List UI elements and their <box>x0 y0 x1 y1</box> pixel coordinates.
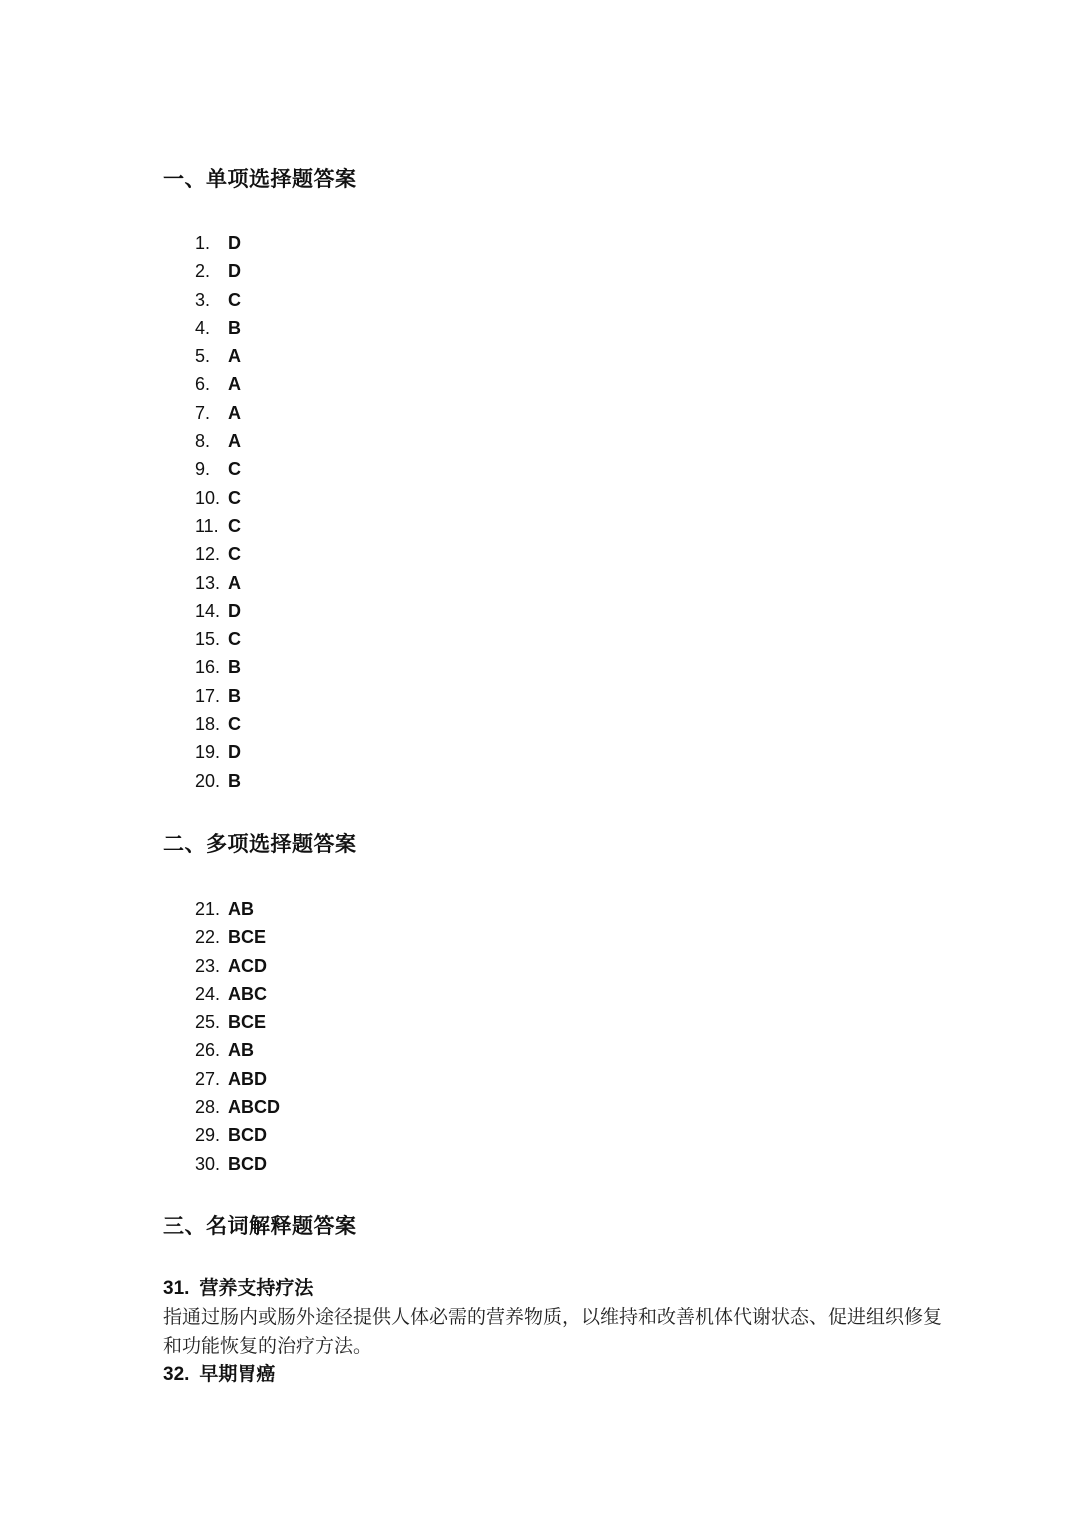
multiple-choice-answer-list <box>195 895 280 1178</box>
question-number: 18. <box>195 714 221 735</box>
answer-item <box>195 314 241 342</box>
answer-item <box>195 399 241 427</box>
answer-item <box>195 455 241 483</box>
answer-item <box>195 1121 280 1149</box>
question-number: 15. <box>195 629 221 650</box>
answer-letters: AB <box>228 899 254 919</box>
answer-item <box>195 653 241 681</box>
answer-item <box>195 1008 280 1036</box>
answer-letters: BCD <box>228 1153 267 1174</box>
term-title <box>163 1360 943 1389</box>
answer-letters: A <box>228 374 241 395</box>
answer-letters: D <box>228 261 241 282</box>
single-choice-answer-list <box>195 229 241 795</box>
answer-letters: ACD <box>228 955 267 976</box>
term-title <box>163 1274 943 1303</box>
answer-item <box>195 484 241 512</box>
question-number: 11. <box>195 515 219 536</box>
answer-letters: A <box>228 346 241 367</box>
answer-item <box>195 1036 280 1064</box>
answer-letters: C <box>228 289 241 310</box>
answer-item <box>195 512 241 540</box>
answer-item <box>195 1150 280 1178</box>
term-explanation-answers <box>163 1274 943 1389</box>
term-name: 营养支持疗法 <box>199 1277 314 1299</box>
question-number: 2. <box>195 261 211 282</box>
question-number: 21. <box>195 899 221 919</box>
question-number: 29. <box>195 1125 221 1146</box>
term-number: 31. <box>163 1278 190 1299</box>
answer-letters: C <box>228 459 241 480</box>
answer-item <box>195 540 241 568</box>
answer-item <box>195 1093 280 1121</box>
term-definition: 指通过肠内或肠外途径提供人体必需的营养物质，以维持和改善机体代谢状态、促进组织修复和功能恢复的治疗方法。 <box>163 1306 943 1357</box>
answer-letters: BCE <box>228 1012 267 1033</box>
answer-letters: ABD <box>228 1068 267 1089</box>
answer-item <box>195 569 241 597</box>
question-number: 17. <box>195 685 221 706</box>
section-heading-term-explanation: 三、名词解释题答案 <box>163 1213 357 1238</box>
answer-letters: AB <box>228 1040 254 1061</box>
answer-letters: B <box>228 685 241 706</box>
answer-item <box>195 625 241 653</box>
question-number: 24. <box>195 983 221 1004</box>
question-number: 8. <box>195 431 211 452</box>
answer-item <box>195 980 280 1008</box>
question-number: 12. <box>195 544 221 565</box>
section-heading-multiple-choice: 二、多项选择题答案 <box>163 831 357 856</box>
answer-item <box>195 767 241 795</box>
question-number: 22. <box>195 927 221 948</box>
answer-item <box>195 597 241 625</box>
answer-letters: ABCD <box>228 1097 280 1118</box>
answer-letters: ABC <box>228 983 267 1004</box>
question-number: 3. <box>195 289 211 310</box>
answer-letters: C <box>228 629 241 650</box>
question-number: 25. <box>195 1012 221 1033</box>
answer-letters: B <box>228 317 241 338</box>
answer-item <box>195 286 241 314</box>
answer-letters: B <box>228 657 241 678</box>
section-heading-single-choice: 一、单项选择题答案 <box>163 166 357 191</box>
answer-item <box>195 370 241 398</box>
answer-item <box>195 710 241 738</box>
question-number: 26. <box>195 1040 221 1061</box>
answer-item <box>195 342 241 370</box>
question-number: 16. <box>195 657 221 678</box>
answer-item <box>195 895 280 923</box>
question-number: 27. <box>195 1068 221 1089</box>
answer-letters: D <box>228 600 241 621</box>
question-number: 13. <box>195 572 221 593</box>
question-number: 9. <box>195 459 211 480</box>
answer-letters: D <box>228 233 241 253</box>
question-number: 23. <box>195 955 221 976</box>
question-number: 6. <box>195 374 211 395</box>
question-number: 1. <box>195 233 211 253</box>
answer-item <box>195 923 280 951</box>
term-number: 32. <box>163 1364 190 1385</box>
answer-letters: B <box>228 770 241 791</box>
answer-letters: BCD <box>228 1125 267 1146</box>
answer-item <box>195 257 241 285</box>
answer-item <box>195 1065 280 1093</box>
answer-letters: A <box>228 402 241 423</box>
answer-letters: A <box>228 572 241 593</box>
answer-letters: C <box>228 544 241 565</box>
question-number: 20. <box>195 770 221 791</box>
question-number: 4. <box>195 317 211 338</box>
answer-letters: C <box>228 714 241 735</box>
question-number: 5. <box>195 346 211 367</box>
answer-letters: BCE <box>228 927 267 948</box>
answer-item <box>195 229 241 257</box>
answer-letters: C <box>228 487 241 508</box>
answer-item <box>195 427 241 455</box>
answer-item <box>195 738 241 766</box>
question-number: 14. <box>195 600 221 621</box>
question-number: 28. <box>195 1097 221 1118</box>
question-number: 7. <box>195 402 211 423</box>
answer-item <box>195 952 280 980</box>
answer-letters: A <box>228 431 241 452</box>
term-name: 早期胃癌 <box>199 1363 276 1385</box>
answer-letters: C <box>228 515 241 536</box>
answer-letters: D <box>228 742 241 763</box>
question-number: 10. <box>195 487 221 508</box>
question-number: 30. <box>195 1153 221 1174</box>
question-number: 19. <box>195 742 221 763</box>
answer-item <box>195 682 241 710</box>
